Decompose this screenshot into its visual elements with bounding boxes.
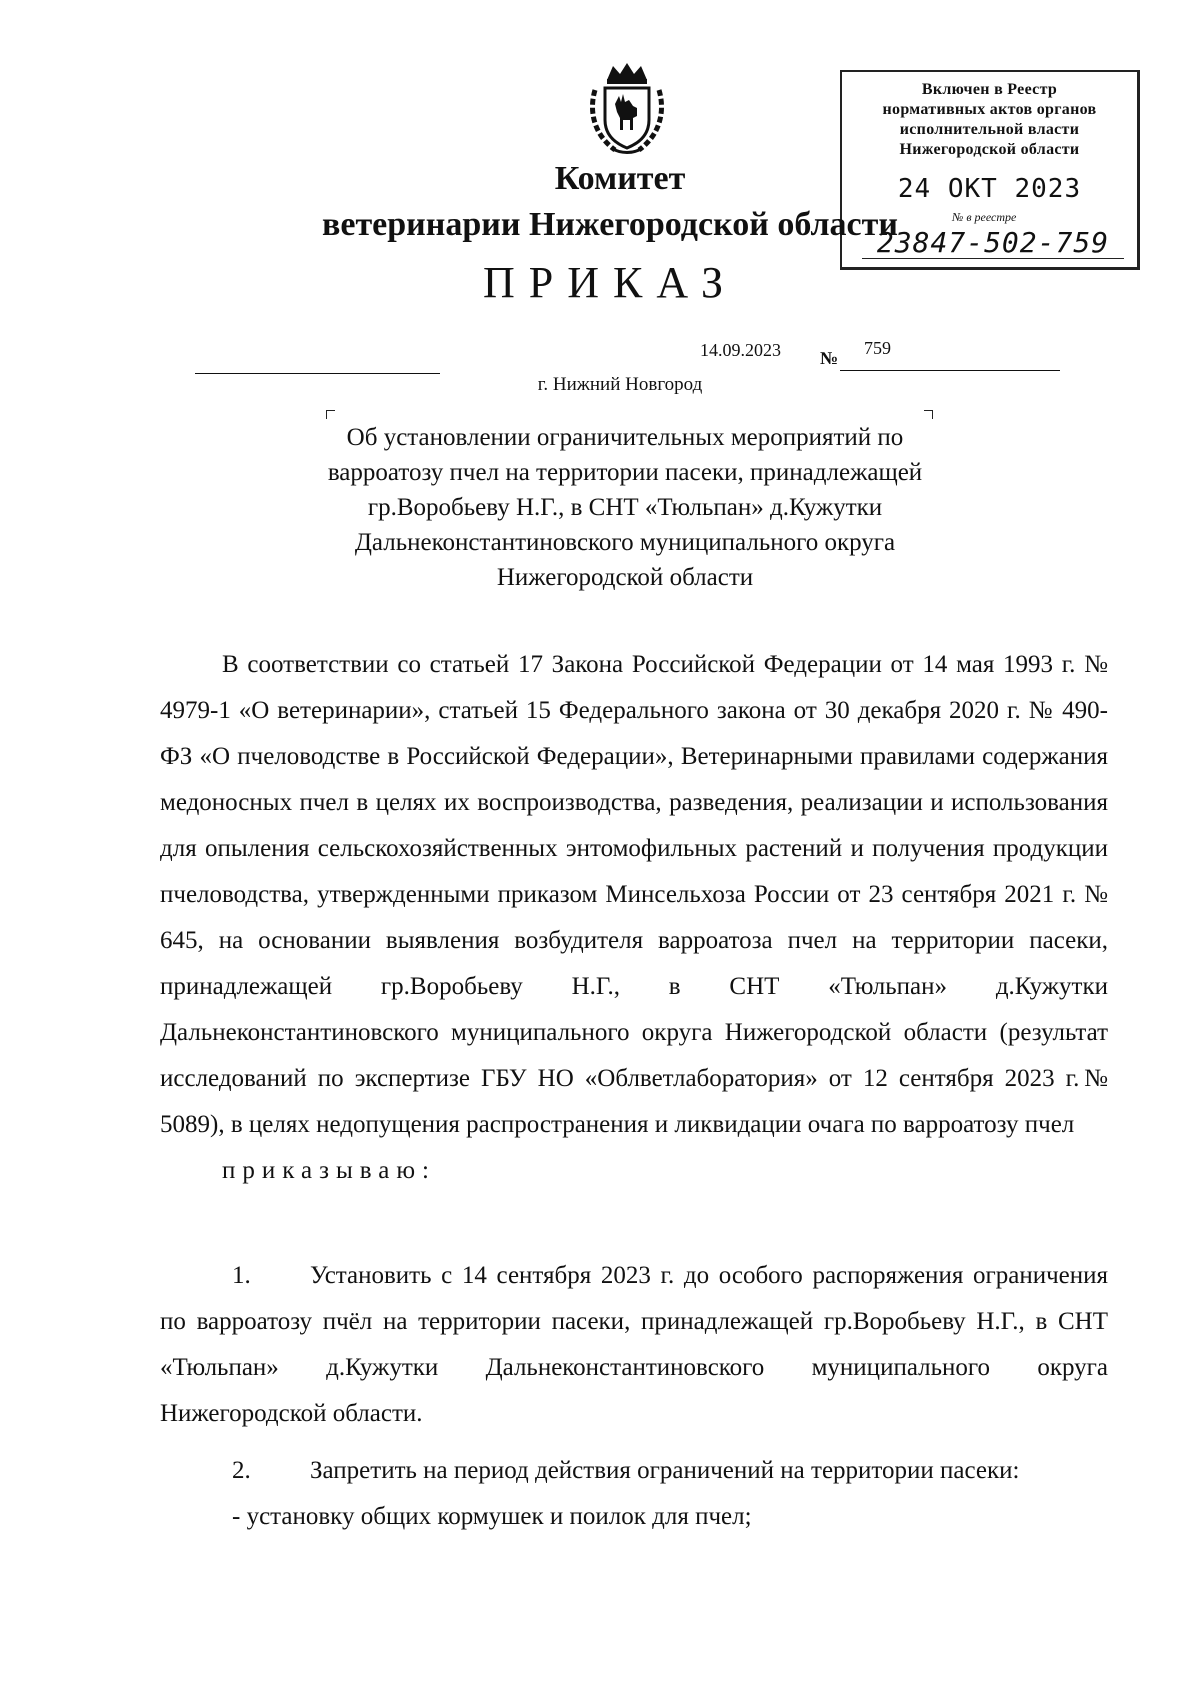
stamp-line: исполнительной власти — [899, 121, 1080, 138]
committee-name — [300, 156, 920, 248]
stamp-text — [842, 80, 1137, 160]
committee-line1: Комитет — [554, 160, 686, 197]
item-text: Установить с 14 сентября 2023 г. до особого распоряжения ограничения по варроатозу пчёл на территории пасеки, принадлежащей гр.Воробьеву Н.Г., в СНТ «Тюльпан» д.Кужутки Дальнеконстантиновского муниципального округа Нижегородской области. — [160, 1262, 1108, 1427]
order-date: 14.09.2023 — [700, 340, 781, 360]
order-number: 759 — [864, 338, 891, 358]
document-type: ПРИКАЗ — [482, 258, 738, 307]
stamp-registry-label: № в реестре — [952, 210, 1017, 224]
order-subject: Об установлении ограничительных мероприятий по варроатозу пчел на территории пасеки, принадлежащей гр.Воробьеву Н.Г., в СНТ «Тюльпан» д.Кужутки Дальнеконстантиновского муниципального округа Нижегородской области — [327, 424, 923, 591]
preamble-text: В соответствии со статьей 17 Закона Российской Федерации от 14 мая 1993 г. № 4979-1 «О ветеринарии», статьей 15 Федерального закона от 30 декабря 2020 г. № 490-ФЗ «О пчеловодстве в Российской Федерации», Ветеринарными правилами содержания медоносных пчел в целях их воспроизводства, разведения, реализации и использования для опыления сельскохозяйственных энтомофильных растений и получения продукции пчеловодства, утвержденными приказом Минсельхоза России от 23 сентября 2021 г. № 645, на основании выявления возбудителя варроатоза пчел на территории пасеки, принадлежащей гр.Воробьеву Н.Г., в СНТ «Тюльпан» д.Кужутки Дальнеконстантиновского муниципального округа Нижегородской области (результат исследований по экспертизе ГБУ НО «Облветлаборатория» от 12 сентября 2023 г.№ 5089), в целях недопущения распространения и ликвидации очага по варроатозу пчел — [160, 651, 1108, 1138]
stamp-line: нормативных актов органов — [882, 101, 1097, 118]
stamp-line: Включен в Реестр — [921, 81, 1058, 98]
preamble-paragraph — [160, 642, 1108, 1194]
subject-corner-right — [924, 410, 933, 419]
item-text: Запретить на период действия ограничений на территории пасеки: — [310, 1457, 1020, 1484]
list-item: - установку общих кормушек и поилок для пчел; — [232, 1503, 752, 1530]
subject-corner-left — [326, 410, 335, 419]
item-number: 2. — [232, 1457, 251, 1484]
order-item-2 — [160, 1448, 1108, 1540]
number-underline — [840, 370, 1060, 371]
city: г. Нижний Новгород — [537, 374, 703, 395]
stamp-registry-number: 23847-502-759 — [862, 228, 1124, 259]
stamp-line: Нижегородской области — [899, 141, 1080, 158]
committee-line2: ветеринарии Нижегородской области — [322, 206, 898, 243]
coat-of-arms-deer-icon — [585, 60, 669, 156]
item-number: 1. — [232, 1262, 251, 1289]
stamp-date: 24 ОКТ 2023 — [897, 174, 1082, 204]
order-item-1 — [160, 1253, 1108, 1437]
order-word: приказываю: — [222, 1157, 436, 1184]
number-sign: № — [820, 348, 839, 368]
